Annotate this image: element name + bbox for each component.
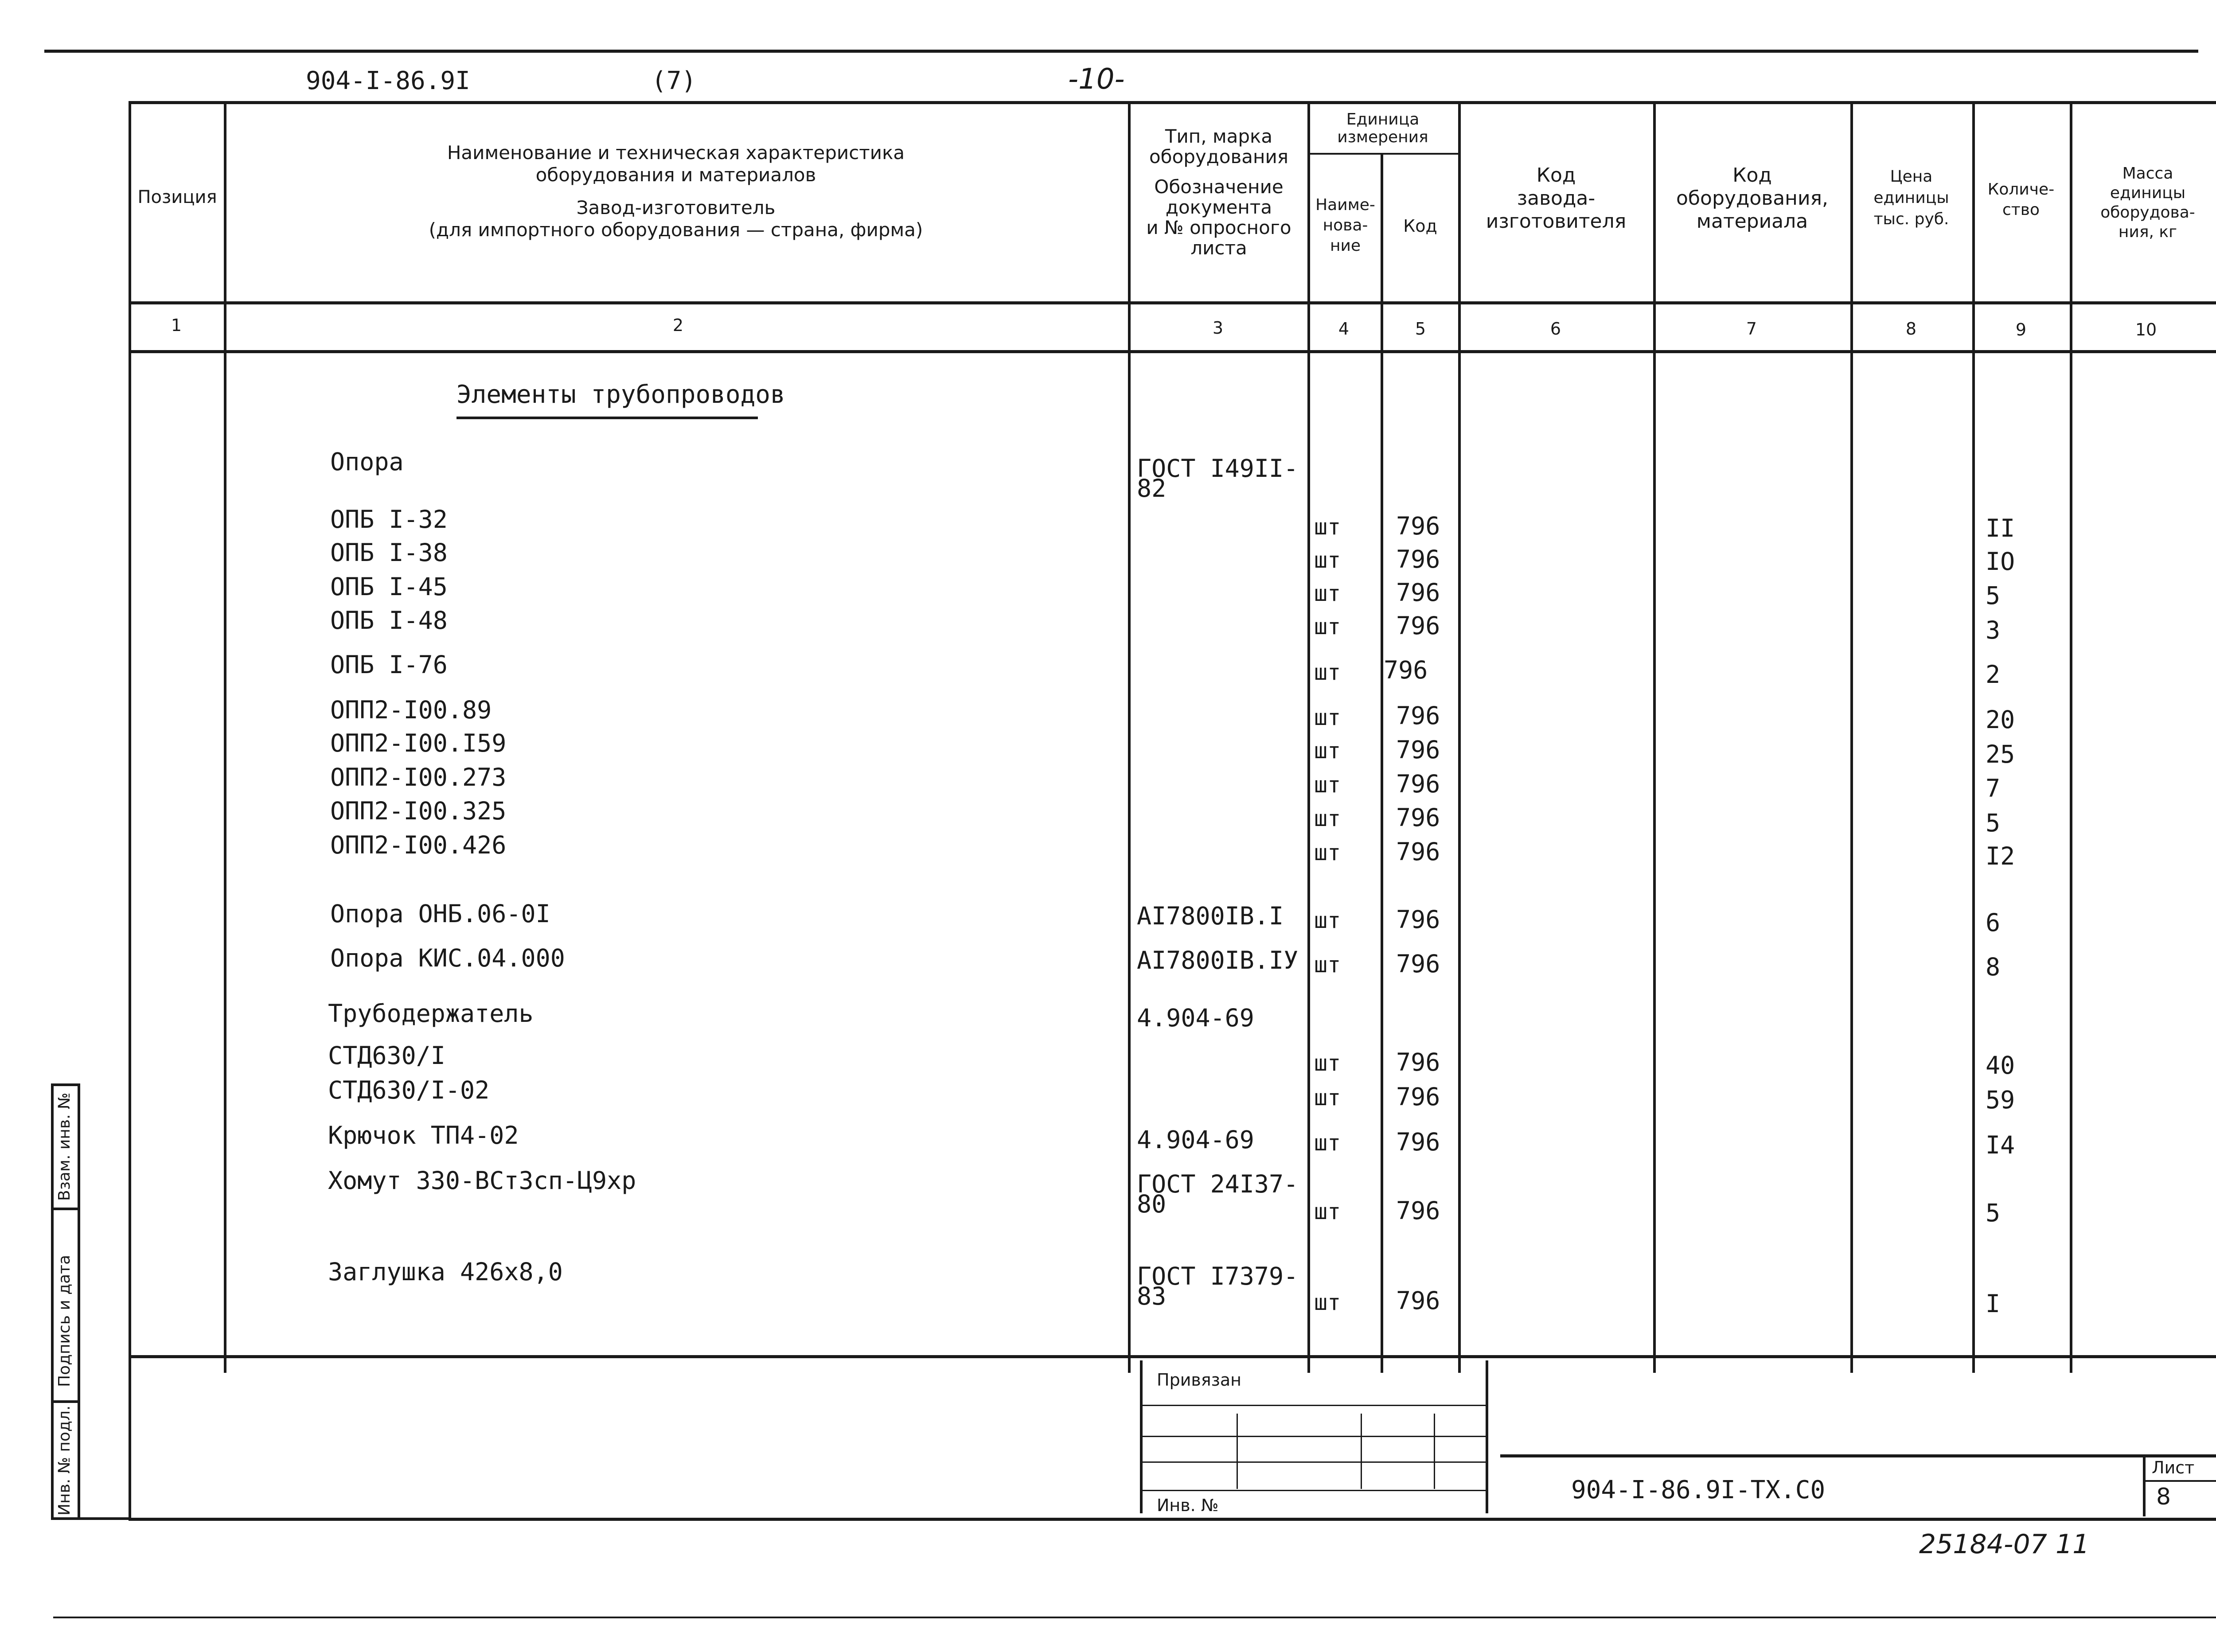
doc-number: 904-I-86.9I <box>306 66 470 95</box>
col4-line3: ние <box>1330 237 1361 255</box>
stamp-grid-v2 <box>1361 1414 1362 1489</box>
item-code: 796 <box>1396 1083 1440 1111</box>
item-code: 796 <box>1396 1196 1440 1225</box>
col-sep-2 <box>1128 101 1131 1373</box>
item-qty: 59 <box>1986 1086 2015 1114</box>
footer-code: 25184-07 11 <box>1919 1529 2090 1560</box>
side-field-signature-date: Подпись и дата <box>55 1255 74 1387</box>
col10-line4: ния, кг <box>2118 223 2177 241</box>
numbers-bottom <box>129 350 2216 353</box>
colnum-7: 7 <box>1746 319 1757 339</box>
colnum-9: 9 <box>2015 320 2027 339</box>
colnum-8: 8 <box>1905 319 1917 339</box>
item-doc: 4.904-69 <box>1137 1126 1254 1154</box>
stamp-grid-h1 <box>1140 1405 1486 1406</box>
col-sep-4 <box>1381 153 1383 1373</box>
item-qty: 8 <box>1986 953 2001 981</box>
item-code: 796 <box>1396 1048 1440 1076</box>
item-name: Хомут 330-ВСт3сп-Ц9хр <box>328 1166 636 1195</box>
item-code: 796 <box>1396 803 1440 832</box>
item-name: ОПП2-I00.426 <box>330 831 507 859</box>
item-name: Заглушка 426х8,0 <box>328 1258 563 1286</box>
item-qty: 6 <box>1986 908 2001 937</box>
page-number: -10- <box>1068 63 1125 96</box>
header-bottom <box>129 301 2216 304</box>
item-unit: шт <box>1314 1130 1341 1156</box>
col10-line2: единицы <box>2110 184 2186 202</box>
item-code: 796 <box>1396 905 1440 934</box>
col8-line2: единицы <box>1873 189 1949 207</box>
col9-header <box>1974 179 2068 220</box>
item-qty: I4 <box>1986 1131 2015 1159</box>
item-qty: 20 <box>1986 705 2015 734</box>
item-name: ОПБ I-48 <box>330 606 448 635</box>
col-sep-6 <box>1653 101 1656 1373</box>
side-strip-left <box>51 1083 54 1520</box>
item-name: ОПП2-I00.89 <box>330 696 492 724</box>
side-field-inv-orig: Инв. № подл. <box>55 1405 74 1516</box>
item-unit: шт <box>1314 1085 1341 1110</box>
col4-line2: нова- <box>1323 216 1368 234</box>
colnum-2: 2 <box>672 316 684 335</box>
col6-line2: завода- <box>1517 187 1596 210</box>
item-name: ОПП2-I00.273 <box>330 763 507 791</box>
col10-line3: оборудова- <box>2100 203 2195 222</box>
item-unit: шт <box>1314 581 1341 606</box>
item-unit: шт <box>1314 547 1341 573</box>
item-code: 796 <box>1396 545 1440 573</box>
item-name: Опора <box>330 448 404 476</box>
col3-line3: Обозначение <box>1154 176 1284 198</box>
item-code: 796 <box>1396 612 1440 640</box>
col-sep-7 <box>1850 101 1853 1373</box>
colnum-6: 6 <box>1550 319 1561 339</box>
col2-line2: оборудования и материалов <box>535 164 816 186</box>
side-strip-top <box>51 1083 80 1086</box>
sheet-number: 8 <box>2156 1484 2171 1510</box>
item-name: ОПБ I-45 <box>330 573 448 601</box>
col3-line1: Тип, марка <box>1165 125 1273 147</box>
frame-bottom <box>129 1518 2216 1521</box>
part-number: (7) <box>652 66 697 95</box>
col-sep-1 <box>224 101 226 1373</box>
colnum-1: 1 <box>171 316 182 335</box>
item-qty: 5 <box>1986 581 2001 610</box>
item-doc: ГОСТ I7379- <box>1137 1262 1299 1290</box>
col5-header: Код <box>1403 216 1437 236</box>
col7-line3: материала <box>1696 210 1808 233</box>
item-qty: 2 <box>1986 660 2001 689</box>
item-name: СТД630/I <box>328 1041 445 1070</box>
unit-group-line1: Единица <box>1346 110 1420 129</box>
col6-line3: изготовителя <box>1486 210 1627 233</box>
item-code: 796 <box>1396 1128 1440 1156</box>
item-doc-cont: 80 <box>1137 1190 1167 1218</box>
item-qty: 5 <box>1986 809 2001 837</box>
item-unit: шт <box>1314 659 1341 685</box>
sheet-label: Лист <box>2152 1458 2195 1477</box>
colnum-4: 4 <box>1338 319 1350 339</box>
unit-group-header <box>1310 111 1456 146</box>
col6-line1: Код <box>1536 164 1576 187</box>
col3-header <box>1132 126 1305 258</box>
col8-line1: Цена <box>1890 168 1933 186</box>
item-doc: 4.904-69 <box>1137 1004 1254 1032</box>
col3-line6: листа <box>1190 237 1247 259</box>
table-top <box>129 101 2216 104</box>
item-unit: шт <box>1314 738 1341 764</box>
sheet-box-divider <box>2143 1480 2216 1482</box>
col-sep-9 <box>2070 101 2072 1373</box>
col8-line3: тыс. руб. <box>1873 210 1949 228</box>
item-name: СТД630/I-02 <box>328 1076 490 1104</box>
item-code: 796 <box>1396 838 1440 866</box>
col7-line2: оборудования, <box>1676 187 1828 210</box>
item-doc: AI7800IB.I <box>1137 902 1284 930</box>
item-unit: шт <box>1314 614 1341 639</box>
col-sep-5 <box>1458 101 1461 1373</box>
item-unit: шт <box>1314 514 1341 540</box>
item-qty: 40 <box>1986 1051 2015 1079</box>
sheet-box-left <box>2143 1454 2146 1516</box>
side-strip-div1 <box>51 1208 80 1210</box>
item-name: Трубодержатель <box>328 999 534 1028</box>
title-block-rule <box>1500 1454 2216 1457</box>
item-qty: 5 <box>1986 1199 2001 1227</box>
item-doc: ГОСТ I49II- <box>1137 454 1299 483</box>
section-title-underline <box>456 417 758 419</box>
item-doc-cont: 82 <box>1137 474 1167 503</box>
item-unit: шт <box>1314 1290 1341 1315</box>
item-qty: I2 <box>1986 842 2015 870</box>
item-code: 796 <box>1396 770 1440 798</box>
section-title: Элементы трубопроводов <box>456 380 785 409</box>
col1-header: Позиция <box>137 187 217 207</box>
item-name: ОПП2-I00.I59 <box>330 729 507 757</box>
item-qty: IO <box>1986 547 2015 576</box>
doc-code: 904-I-86.9I-ТХ.С0 <box>1571 1476 1826 1504</box>
item-unit: шт <box>1314 952 1341 978</box>
stamp-grid-v1 <box>1237 1414 1238 1489</box>
colnum-3: 3 <box>1212 318 1224 338</box>
item-doc-cont: 83 <box>1137 1282 1167 1310</box>
item-unit: шт <box>1314 908 1341 933</box>
col4-header <box>1311 195 1380 256</box>
col8-header <box>1853 166 1970 230</box>
item-qty: 3 <box>1986 616 2001 644</box>
inv-label: Инв. № <box>1157 1496 1219 1515</box>
item-unit: шт <box>1314 705 1341 730</box>
page-bottom-rule <box>53 1617 2216 1618</box>
colnum-5: 5 <box>1415 319 1426 339</box>
col3-line4: документа <box>1165 196 1272 218</box>
item-code: 796 <box>1396 736 1440 764</box>
item-code: 796 <box>1396 578 1440 607</box>
item-name: ОПБ I-76 <box>330 651 448 679</box>
item-qty: 25 <box>1986 740 2015 768</box>
item-unit: шт <box>1314 772 1341 798</box>
colnum-10: 10 <box>2135 320 2157 339</box>
col2-line4: (для импортного оборудования — страна, фирма) <box>429 219 923 241</box>
stamp-grid-v3 <box>1434 1414 1435 1489</box>
item-code: 796 <box>1384 656 1428 684</box>
col7-header <box>1656 164 1849 233</box>
col10-line1: Масса <box>2122 164 2173 183</box>
item-name: ОПП2-I00.325 <box>330 797 507 825</box>
item-name: Опора ОНБ.06-0I <box>330 900 550 928</box>
col10-header <box>2072 164 2216 242</box>
item-name: Опора КИС.04.000 <box>330 944 565 972</box>
item-qty: II <box>1986 514 2015 542</box>
col4-line1: Наиме- <box>1315 196 1375 214</box>
item-unit: шт <box>1314 806 1341 831</box>
bound-label: Привязан <box>1157 1370 1241 1390</box>
col-sep-8 <box>1972 101 1975 1373</box>
stamp-grid-h4 <box>1140 1490 1486 1491</box>
item-code: 796 <box>1396 950 1440 978</box>
item-doc: ГОСТ 24I37- <box>1137 1170 1299 1198</box>
col6-header <box>1461 164 1651 233</box>
item-qty: 7 <box>1986 774 2001 803</box>
item-name: ОПБ I-32 <box>330 505 448 534</box>
item-unit: шт <box>1314 840 1341 865</box>
col7-line1: Код <box>1732 164 1772 187</box>
item-qty: I <box>1986 1290 2001 1318</box>
item-doc: AI7800IB.IУ <box>1137 946 1299 974</box>
side-strip-div2 <box>51 1400 80 1403</box>
col9-line1: Количе- <box>1987 180 2055 199</box>
top-rule <box>44 50 2198 53</box>
col2-header <box>226 142 1126 241</box>
item-name: ОПБ I-38 <box>330 538 448 567</box>
item-name: Крючок ТП4-02 <box>328 1121 519 1149</box>
stamp-box-right <box>1486 1360 1488 1513</box>
side-strip-bottom <box>51 1517 129 1520</box>
stamp-top <box>129 1355 2216 1358</box>
col2-line3: Завод-изготовитель <box>576 197 776 218</box>
item-unit: шт <box>1314 1050 1341 1076</box>
table-left <box>129 101 131 1519</box>
item-unit: шт <box>1314 1199 1341 1224</box>
unit-group-line2: измерения <box>1337 128 1428 146</box>
item-code: 796 <box>1396 1286 1440 1315</box>
item-code: 796 <box>1396 701 1440 730</box>
col2-line1: Наименование и техническая характеристика <box>447 142 905 164</box>
item-code: 796 <box>1396 512 1440 540</box>
side-field-replace-inv: Взам. инв. № <box>55 1092 74 1201</box>
col3-line5: и № опросного <box>1146 217 1291 238</box>
col3-line2: оборудования <box>1149 146 1289 168</box>
col-sep-3 <box>1307 101 1310 1373</box>
col9-line2: ство <box>2002 201 2040 219</box>
side-strip-right <box>78 1083 80 1520</box>
